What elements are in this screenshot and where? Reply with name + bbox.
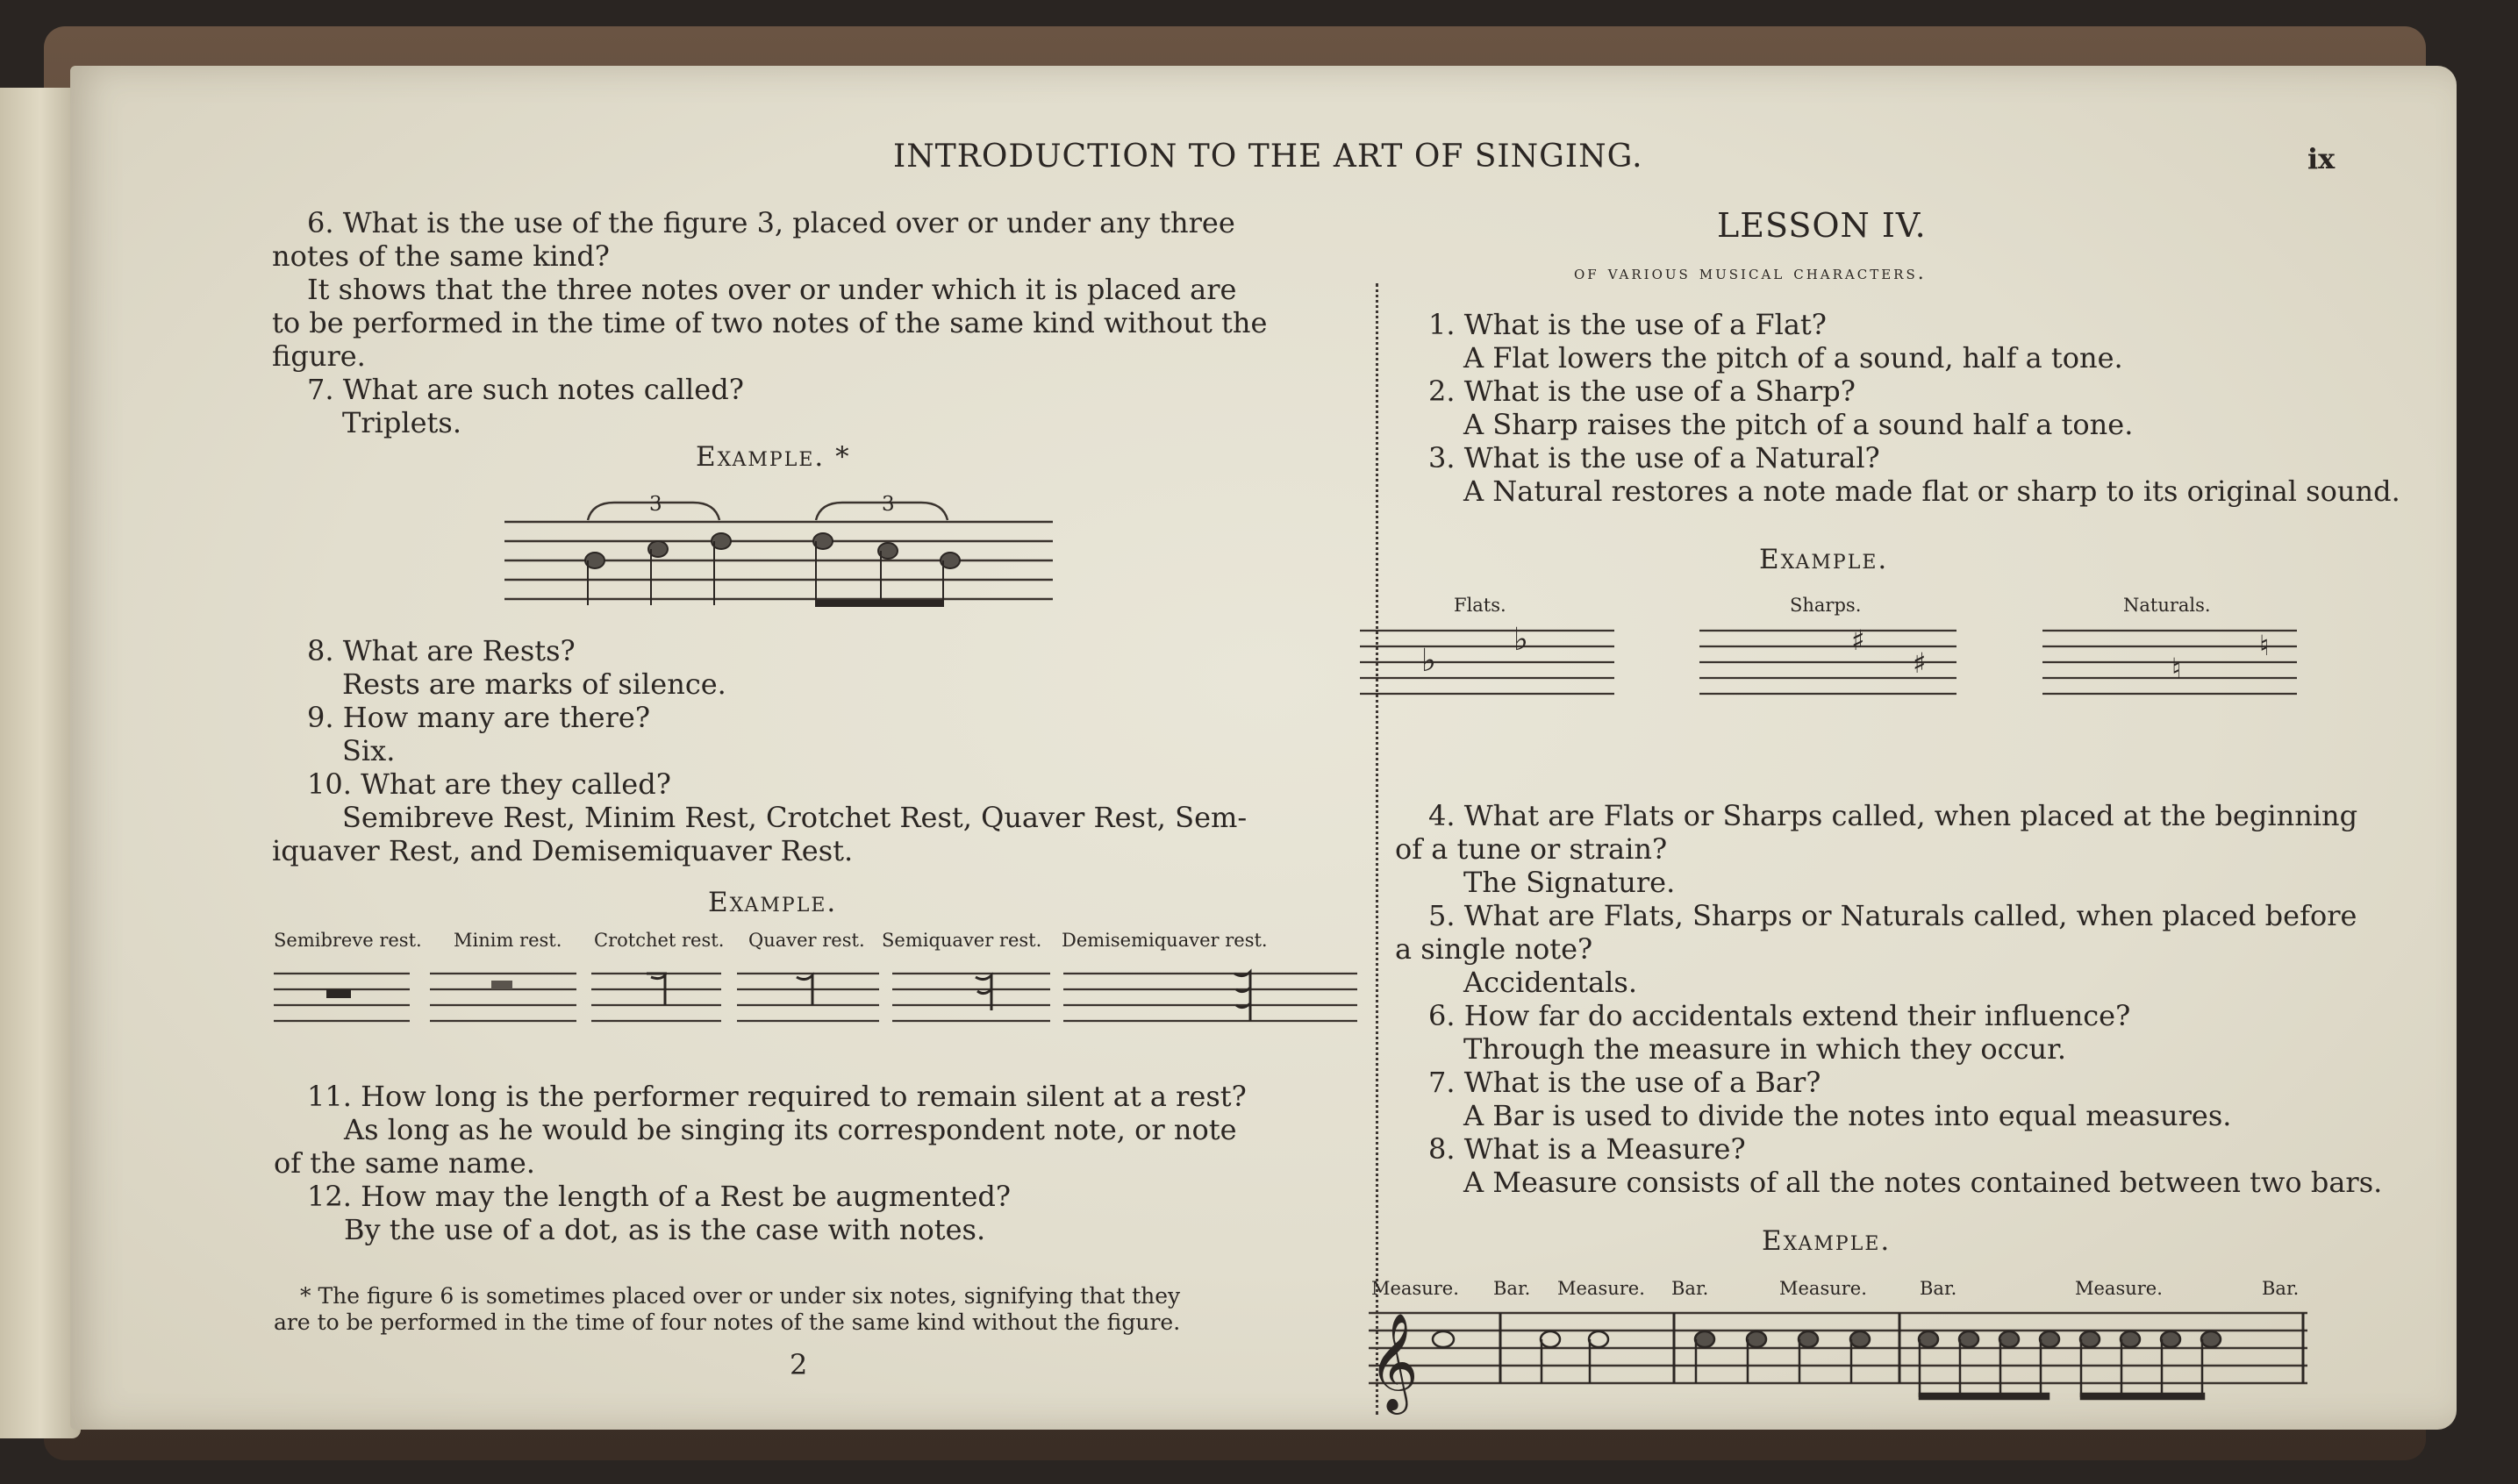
question-r4-line2: of a tune or strain? — [1395, 832, 1668, 866]
question-r1: 1. What is the use of a Flat? — [1428, 308, 1827, 341]
sharp-sign-low: ♯ — [1913, 646, 1927, 680]
demisemiquaver-rest — [1234, 972, 1250, 1021]
staff-quaver — [737, 974, 879, 1021]
answer-6-line3: figure. — [272, 339, 366, 373]
staff-crotchet — [591, 974, 721, 1021]
question-6: 6. What is the use of the figure 3, placed over or under any three — [307, 206, 1235, 239]
treble-clef-icon: 𝄞 — [1369, 1312, 1419, 1410]
question-6-cont: notes of the same kind? — [272, 239, 610, 273]
book-page — [70, 66, 2457, 1430]
measure-label: Measure. — [1779, 1278, 1867, 1299]
answer-10-line1: Semibreve Rest, Minim Rest, Crotchet Rest, Quaver Rest, Sem- — [342, 801, 1248, 834]
label-sharps: Sharps. — [1790, 595, 1862, 616]
rest-label-semibreve: Semibreve rest. — [274, 930, 422, 951]
answer-11-line2: of the same name. — [274, 1146, 535, 1180]
rest-label-minim: Minim rest. — [454, 930, 562, 951]
rests-staves — [274, 956, 1362, 1035]
lesson-title: LESSON IV. — [1717, 206, 1927, 245]
question-8: 8. What are Rests? — [307, 634, 576, 667]
natural-sign-low: ♮ — [2171, 652, 2182, 685]
staff-semiquaver — [892, 974, 1050, 1021]
staff-demisemiquaver — [1063, 974, 1357, 1021]
question-9: 9. How many are there? — [307, 701, 650, 734]
example-heading-measures: Example. — [1762, 1225, 1892, 1257]
question-r8: 8. What is a Measure? — [1428, 1132, 1746, 1166]
triplet-label-1: 3 — [649, 493, 662, 516]
triplets-staff — [504, 496, 1136, 618]
semibreve-note — [1433, 1331, 1454, 1347]
minim-notes — [1541, 1331, 1608, 1383]
previous-page-edge — [0, 88, 81, 1438]
question-r5-line1: 5. What are Flats, Sharps or Naturals called, when placed before — [1428, 899, 2357, 932]
measure-label: Measure. — [2075, 1278, 2163, 1299]
answer-r5: Accidentals. — [1463, 966, 1637, 999]
example-heading-rests: Example. — [708, 887, 838, 918]
bar-label: Bar. — [1920, 1278, 1957, 1299]
answer-7: Triplets. — [342, 406, 461, 439]
flat-sign-low: ♭ — [1421, 643, 1436, 679]
answer-r1: A Flat lowers the pitch of a sound, half a tone. — [1463, 341, 2123, 375]
answer-11-line1: As long as he would be singing its correspondent note, or note — [344, 1113, 1237, 1146]
label-flats: Flats. — [1454, 595, 1506, 616]
question-r6: 6. How far do accidentals extend their influence? — [1428, 999, 2131, 1032]
question-r5-line2: a single note? — [1395, 932, 1593, 966]
beam — [1920, 1394, 2049, 1399]
flat-sign-high: ♭ — [1513, 622, 1528, 658]
label-naturals: Naturals. — [2123, 595, 2211, 616]
question-r4-line1: 4. What are Flats or Sharps called, when placed at the beginning — [1428, 799, 2358, 832]
answer-r7: A Bar is used to divide the notes into equal measures. — [1463, 1099, 2232, 1132]
crotchet-notes — [1695, 1331, 1870, 1383]
minim-rest — [491, 981, 512, 989]
measure-label: Measure. — [1557, 1278, 1645, 1299]
page-roman-number: ix — [2307, 142, 2336, 175]
signature-number: 2 — [790, 1348, 808, 1381]
beam — [816, 601, 943, 606]
question-r3: 3. What is the use of a Natural? — [1428, 441, 1880, 474]
answer-r8: A Measure consists of all the notes contained between two bars. — [1463, 1166, 2383, 1199]
beam — [2081, 1394, 2204, 1399]
question-10: 10. What are they called? — [307, 767, 671, 801]
footnote-line1: * The figure 6 is sometimes placed over or under six notes, signifying that they — [300, 1283, 1181, 1309]
question-r2: 2. What is the use of a Sharp? — [1428, 375, 1856, 408]
example-heading-triplets: Example. * — [696, 441, 851, 473]
lesson-subtitle: of various musical characters. — [1574, 262, 1927, 284]
natural-sign-high: ♮ — [2259, 629, 2270, 662]
answer-r3: A Natural restores a note made flat or sharp to its original sound. — [1463, 474, 2400, 508]
measure-label: Measure. — [1371, 1278, 1459, 1299]
accidentals-staves — [1360, 620, 2395, 717]
rest-label-quaver: Quaver rest. — [748, 930, 865, 951]
rest-label-demisemiquaver: Demisemiquaver rest. — [1062, 930, 1268, 951]
staff-lines — [1369, 1313, 2307, 1383]
answer-12: By the use of a dot, as is the case with notes. — [344, 1213, 986, 1246]
triplet-notes — [585, 533, 960, 606]
question-7: 7. What are such notes called? — [307, 373, 744, 406]
bar-label: Bar. — [2262, 1278, 2300, 1299]
answer-6-line2: to be performed in the time of two notes of the same kind without the — [272, 306, 1268, 339]
answer-10-line2: iquaver Rest, and Demisemiquaver Rest. — [272, 834, 854, 867]
answer-r6: Through the measure in which they occur. — [1463, 1032, 2067, 1066]
rest-label-crotchet: Crotchet rest. — [594, 930, 725, 951]
running-title: INTRODUCTION TO THE ART OF SINGING. — [893, 139, 1643, 175]
answer-6-line1: It shows that the three notes over or under which it is placed are — [307, 273, 1237, 306]
answer-8: Rests are marks of silence. — [342, 667, 726, 701]
bar-label: Bar. — [1493, 1278, 1531, 1299]
answer-r2: A Sharp raises the pitch of a sound half a tone. — [1463, 408, 2134, 441]
rest-label-semiquaver: Semiquaver rest. — [882, 930, 1042, 951]
example-heading-accidentals: Example. — [1759, 544, 1889, 575]
triplet-label-2: 3 — [882, 493, 895, 516]
semibreve-rest — [326, 989, 351, 998]
answer-r4: The Signature. — [1463, 866, 1676, 899]
bar-label: Bar. — [1671, 1278, 1709, 1299]
staff-flats — [1360, 631, 1614, 694]
question-r7: 7. What is the use of a Bar? — [1428, 1066, 1821, 1099]
question-11: 11. How long is the performer required to remain silent at a rest? — [307, 1080, 1247, 1113]
footnote-line2: are to be performed in the time of four notes of the same kind without the figure. — [274, 1309, 1181, 1335]
measures-staff — [1334, 1302, 2334, 1408]
answer-9: Six. — [342, 734, 396, 767]
question-12: 12. How may the length of a Rest be augmented? — [307, 1180, 1012, 1213]
sharp-sign-high: ♯ — [1851, 624, 1865, 657]
